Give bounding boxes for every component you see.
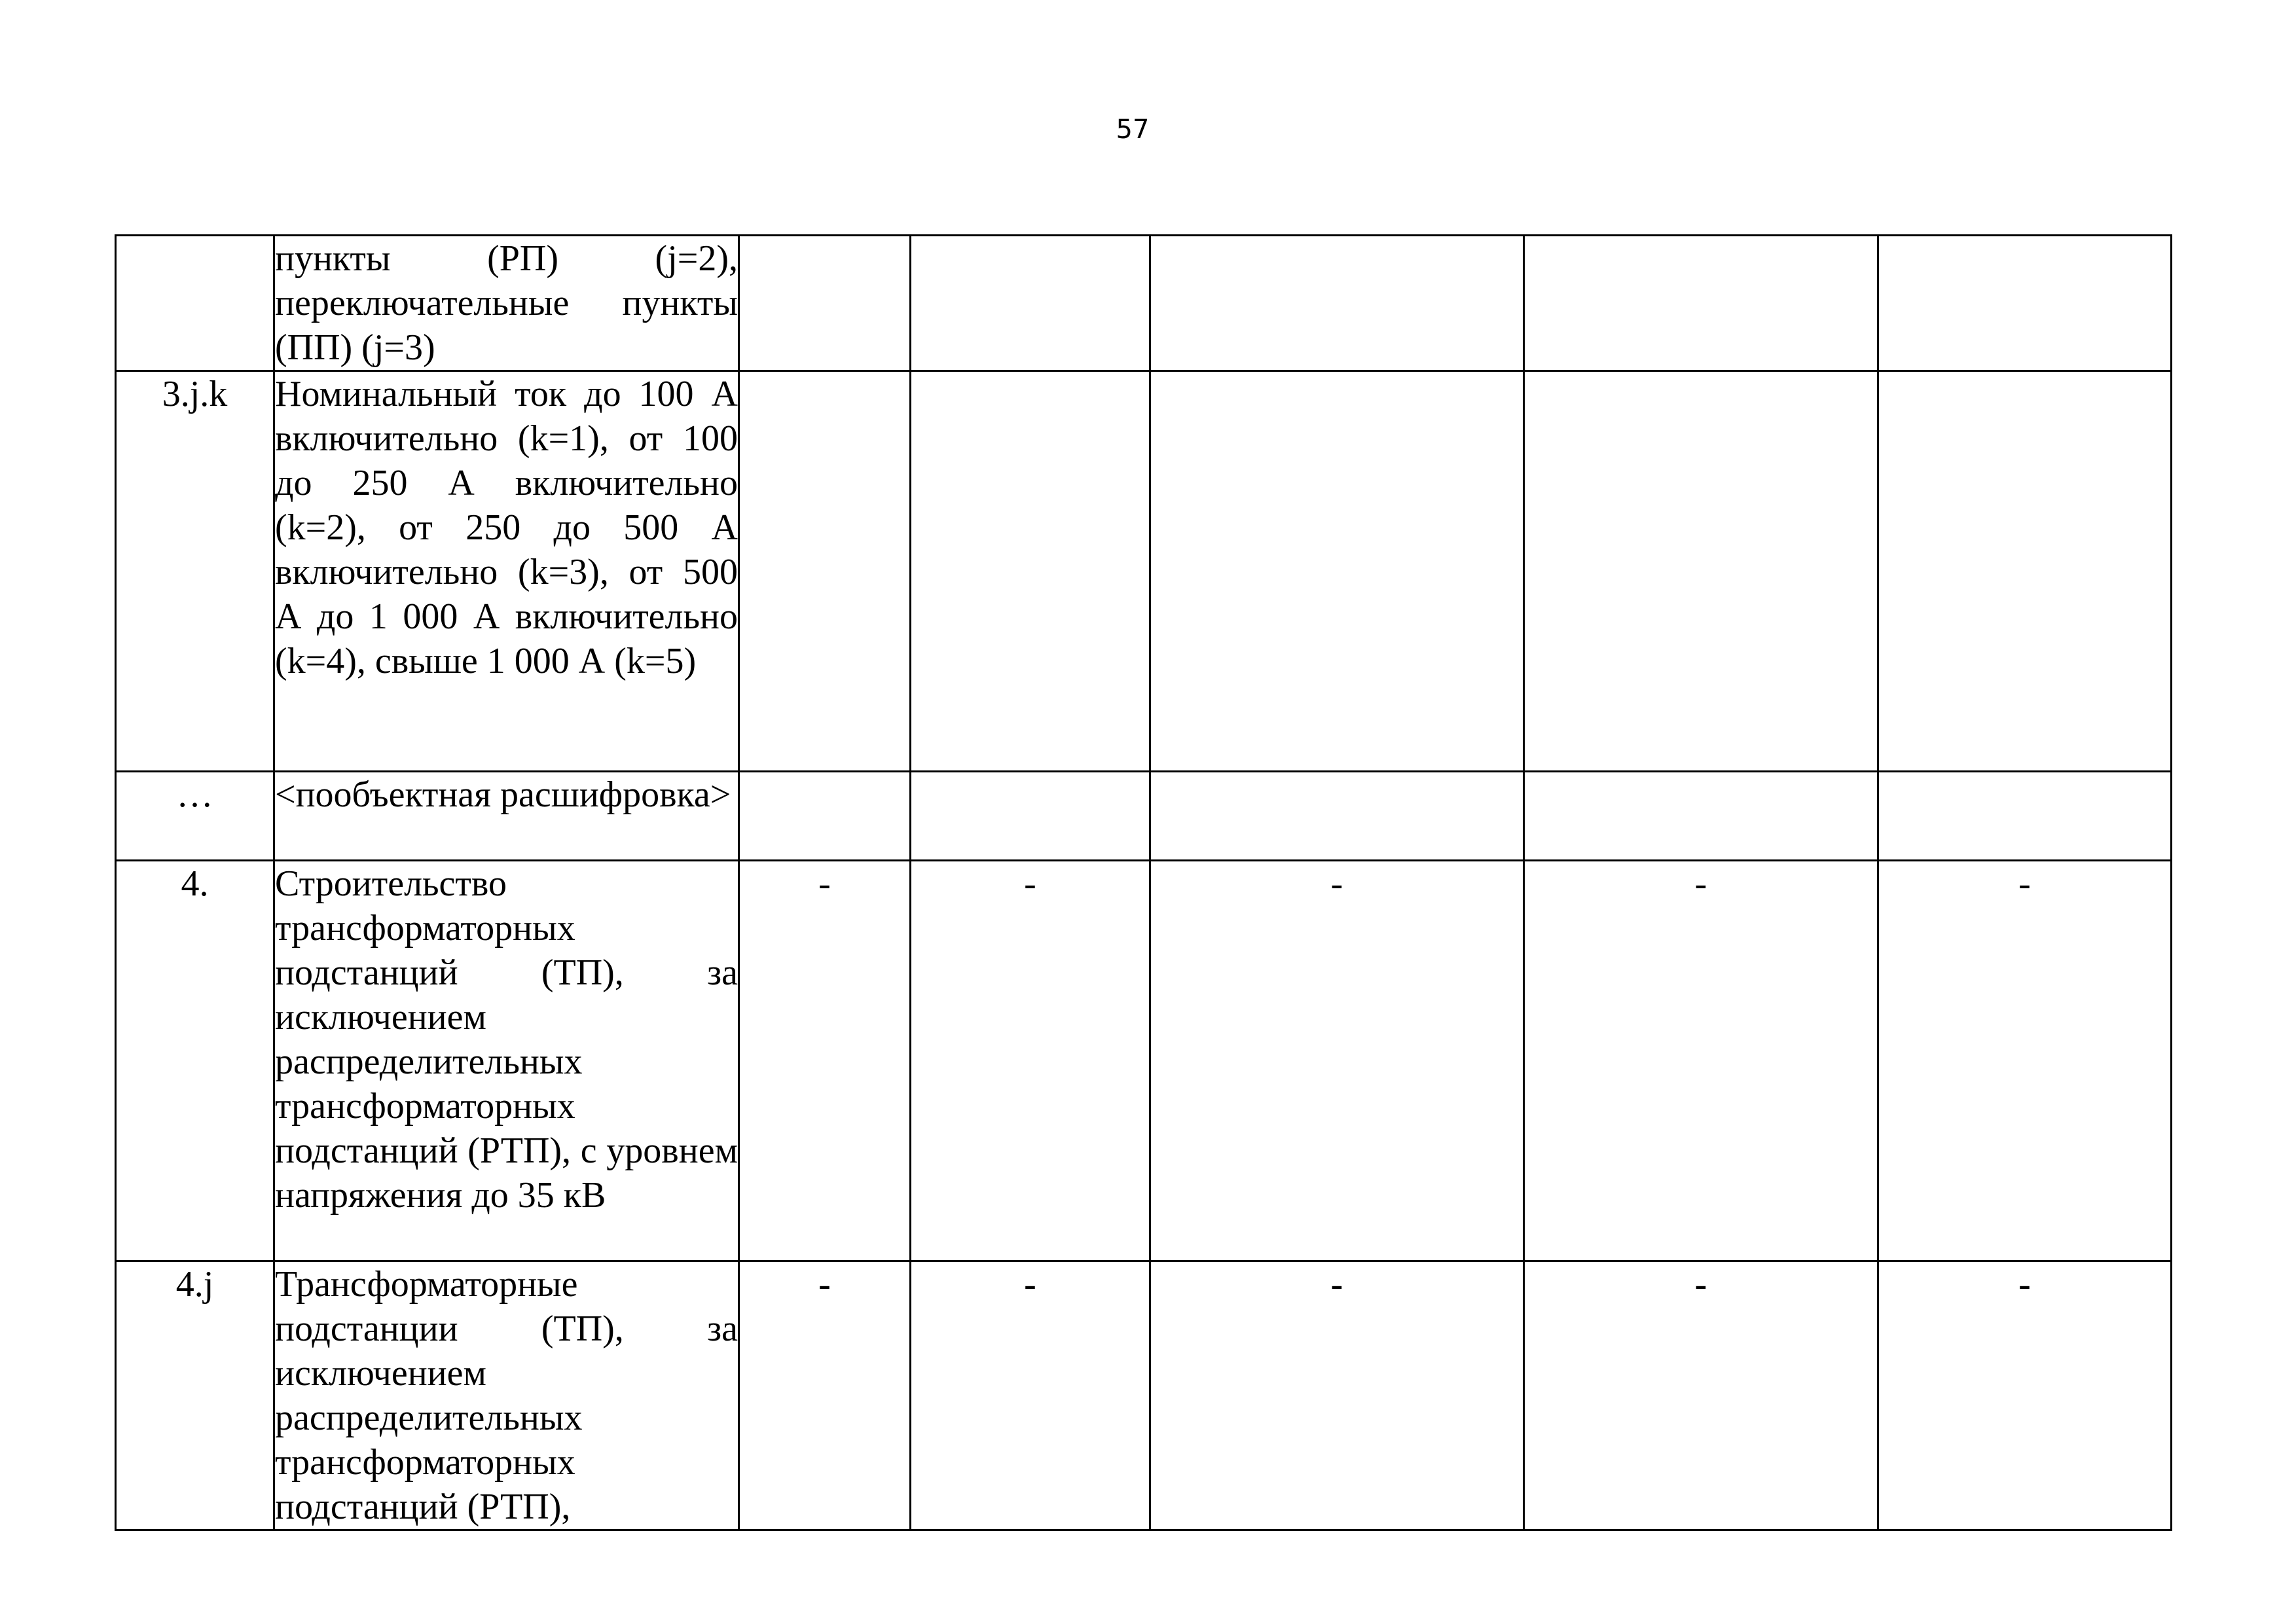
table-cell [1524,371,1878,772]
table-cell: - [1524,861,1878,1261]
table-row [116,861,2172,1261]
page-number: 57 [1116,115,1150,145]
row-number: 4.j [116,1261,274,1530]
table-cell: - [1878,861,2172,1261]
table-cell [1524,772,1878,861]
table-cell: - [1524,1261,1878,1530]
table-cell [911,772,1150,861]
table-cell: - [1150,861,1524,1261]
table-row [116,371,2172,772]
table-cell [1150,236,1524,371]
table-cell [1524,236,1878,371]
table-cell: - [911,861,1150,1261]
table-cell [739,772,911,861]
data-table [115,234,2172,1531]
table-cell [1878,371,2172,772]
row-number: 4. [116,861,274,1261]
row-description: Строительство трансформаторных подстанций (ТП), за исключением распределительных трансформаторных подстанций (РТП), с уровнем напряжения до 35 кВ [274,861,739,1261]
row-description: пункты (РП) (j=2), переключательные пункты (ПП) (j=3) [274,236,739,371]
table-cell [1878,236,2172,371]
table-cell: - [739,1261,911,1530]
table-cell [911,371,1150,772]
row-description: Трансформаторные подстанции (ТП), за исключением распределительных трансформаторных подстанций (РТП), [274,1261,739,1530]
table-row [116,772,2172,861]
table-cell [911,236,1150,371]
table-row [116,236,2172,371]
table-cell [1878,772,2172,861]
row-number [116,236,274,371]
table-cell: - [739,861,911,1261]
table-row [116,1261,2172,1530]
table-cell: - [1150,1261,1524,1530]
table-cell [1150,371,1524,772]
table-cell: - [911,1261,1150,1530]
row-description: <пообъектная расшифровка> [274,772,739,861]
row-number: 3.j.k [116,371,274,772]
row-description: Номинальный ток до 100 А включительно (k=1), от 100 до 250 А включительно (k=2), от 250 до 500 А включительно (k=3), от 500 А до 1 000 А включительно (k=4), свыше 1 000 А (k=5) [274,371,739,772]
table-cell [739,236,911,371]
row-number: … [116,772,274,861]
table-cell: - [1878,1261,2172,1530]
table-cell [1150,772,1524,861]
table-cell [739,371,911,772]
